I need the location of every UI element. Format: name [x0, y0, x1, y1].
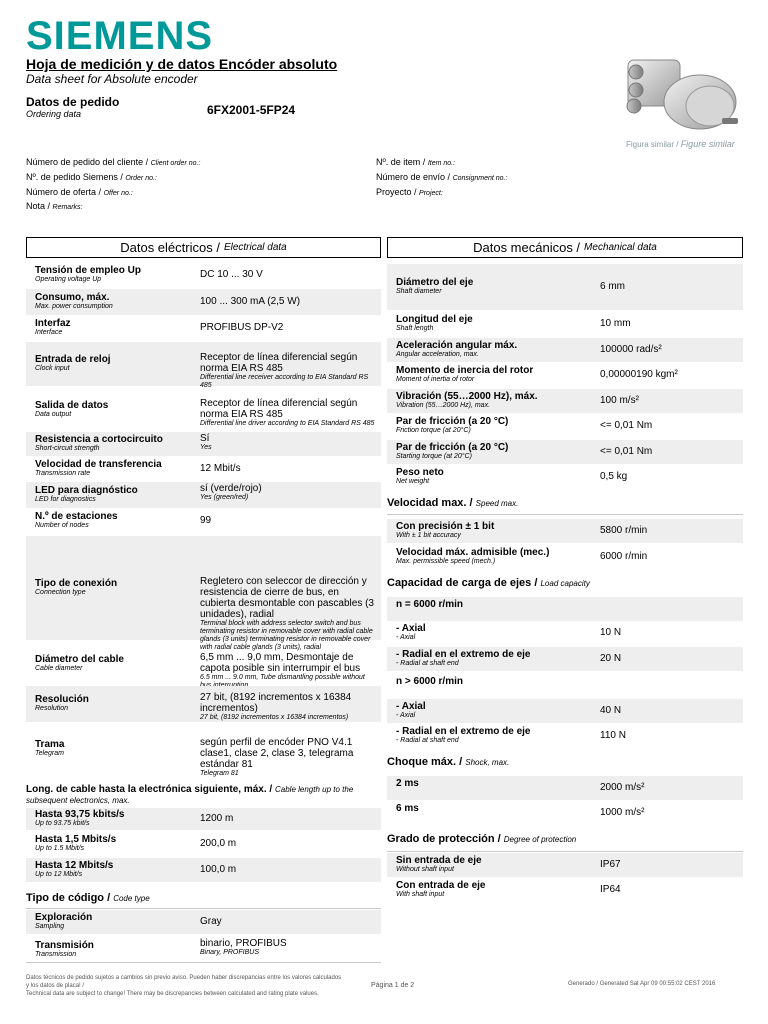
row-value — [600, 884, 739, 895]
mechanical-row — [387, 312, 743, 336]
row-value — [200, 515, 377, 526]
row-label-en: Cable diameter — [35, 665, 83, 672]
cable-length-heading — [26, 784, 381, 806]
row-label-en: Short-circuit strength — [35, 445, 100, 452]
row-value-es: 100 m/s² — [600, 395, 639, 406]
row-label — [396, 803, 419, 814]
row-label — [396, 547, 549, 565]
mechanical-row — [387, 362, 743, 388]
row-value — [600, 525, 739, 536]
row-value-es: Receptor de línea diferencial según norma EIA RS 485 — [200, 398, 358, 420]
row-label-en: Data output — [35, 411, 72, 418]
row-value — [600, 369, 739, 380]
row-label-es: Con entrada de eje — [396, 880, 486, 891]
row-label-es: 2 ms — [396, 778, 419, 789]
row-value — [600, 446, 739, 457]
row-value — [200, 813, 377, 824]
row-value-es: 100000 rad/s² — [600, 344, 662, 355]
footer-disclaimer: Datos técnicos de pedido sujetos a cambios sin previo aviso. Pueden haber discrepancias entre los valores calculados y los datos de placa! / Technical data are subject to change! There may be discrepancies between calculated and rating plate values. — [26, 975, 342, 997]
row-value-es: 100 ... 300 mA (2,5 W) — [200, 296, 301, 307]
mechanical-section-header: Datos mecánicos / Mechanical data — [387, 237, 743, 258]
page-number: Página 1 de 2 — [371, 982, 415, 989]
row-value — [200, 916, 377, 927]
row-label — [35, 292, 113, 310]
cable-row — [26, 858, 381, 882]
row-label-en: - Radial at shaft end — [396, 660, 459, 667]
ordering-label: Datos de pedido — [26, 95, 120, 109]
section-title-en: Degree of protection — [503, 835, 577, 844]
row-value-en: Telegram 81 — [200, 770, 239, 777]
row-value-es: 6 mm — [600, 281, 625, 292]
row-value-es: 5800 r/min — [600, 525, 648, 536]
row-label-en: - Axial — [396, 634, 416, 641]
row-value-es: 99 — [200, 515, 212, 526]
row-label-es: Par de fricción (a 20 °C) — [396, 442, 509, 453]
section-title: Velocidad max. / — [387, 497, 473, 509]
row-value-es: Receptor de línea diferencial según norma EIA RS 485 — [200, 352, 358, 374]
row-label — [35, 459, 162, 477]
row-value — [200, 398, 377, 428]
section-title: Long. de cable hasta la electrónica siguiente, máx. / — [26, 784, 273, 795]
row-label-es: Momento de inercia del rotor — [396, 365, 534, 376]
mechanical-row — [387, 414, 743, 438]
load-row — [387, 647, 743, 671]
row-label-en: Without shaft input — [396, 866, 454, 873]
row-label — [35, 511, 118, 529]
meta-item-number: Nº. de item / Item no.: — [376, 157, 456, 167]
row-label-es: Trama — [35, 739, 65, 750]
electrical-row — [26, 388, 381, 432]
row-label-es: N.º de estaciones — [35, 511, 118, 522]
row-label — [396, 340, 517, 358]
row-value-es: 6,5 mm ... 9,0 mm, Desmontaje de capota posible sin interrumpir el bus — [200, 652, 361, 674]
row-label-es: Hasta 93,75 kbits/s — [35, 809, 125, 820]
row-label-es: Exploración — [35, 912, 93, 923]
row-value — [600, 344, 739, 355]
row-value — [600, 782, 739, 793]
mechanical-row — [387, 338, 743, 362]
row-label-en: With ± 1 bit accuracy — [396, 532, 461, 539]
row-value-es: 110 N — [600, 730, 626, 741]
row-value-es: PROFIBUS DP-V2 — [200, 322, 284, 333]
row-label-en: Operating voltage Up — [35, 276, 102, 283]
section-title: Tipo de código / — [26, 892, 111, 904]
row-value — [600, 807, 739, 818]
row-label — [396, 391, 538, 409]
row-label-es: Salida de datos — [35, 400, 109, 411]
row-label-en: With shaft input — [396, 891, 445, 898]
row-label-es: Resistencia a cortocircuito — [35, 434, 163, 445]
row-label-es: Resolución — [35, 694, 89, 705]
electrical-row — [26, 316, 381, 340]
cable-row — [26, 832, 381, 856]
speed-row — [387, 519, 743, 543]
row-label-en: Resolution — [35, 705, 69, 712]
row-label — [396, 676, 463, 687]
meta-project: Proyecto / Project: — [376, 187, 443, 197]
row-value-en: Terminal block with address selector switch and bus terminating resistor in removable cover with radial cable glands (3 units) terminating resistor in removable cover with radial cable glands (3 units), radial — [200, 620, 373, 651]
row-value — [600, 551, 739, 562]
row-value — [200, 838, 377, 849]
row-label-en: Sampling — [35, 923, 65, 930]
row-value-en: Differential line receiver according to EIA Standard RS 485 — [200, 374, 369, 389]
row-label — [35, 739, 64, 757]
row-value — [200, 322, 377, 333]
row-value-es: Sí — [200, 433, 210, 444]
row-label-en: Telegram — [35, 750, 64, 757]
row-label — [35, 400, 108, 418]
row-value-en: Yes — [200, 444, 212, 451]
row-label — [396, 701, 426, 719]
row-value — [600, 395, 739, 406]
row-label-en: Clock input — [35, 365, 70, 372]
row-value-es: 200,0 m — [200, 838, 237, 849]
row-label-en: Vibration (55…2000 Hz), max. — [396, 402, 491, 409]
cable-row — [26, 808, 381, 830]
section-title-en: Cable length up to the subsequent electronics, max. — [26, 785, 354, 805]
row-value — [200, 576, 377, 652]
row-label — [396, 778, 419, 789]
electrical-row — [26, 508, 381, 534]
row-value-es: sí (verde/rojo) — [200, 483, 262, 494]
row-label-en: Up to 93.75 kbit/s — [35, 820, 90, 827]
row-label-en: - Axial — [396, 712, 416, 719]
load-row — [387, 621, 743, 645]
row-label-en: Max. permissible speed (mech.) — [396, 558, 496, 565]
row-value — [600, 420, 739, 431]
row-label — [35, 912, 92, 930]
row-label-es: Sin entrada de eje — [396, 855, 482, 866]
speed-row — [387, 545, 743, 569]
section-title-en: Load capacity — [540, 579, 590, 588]
protection-row — [387, 853, 743, 877]
row-value — [200, 463, 377, 474]
meta-offer-number: Número de oferta / Offer no.: — [26, 187, 133, 197]
electrical-section-header: Datos eléctricos / Electrical data — [26, 237, 381, 258]
row-label-en: - Radial at shaft end — [396, 737, 459, 744]
encoder-image — [612, 42, 742, 138]
row-label-es: Aceleración angular máx. — [396, 340, 518, 351]
row-value-es: según perfil de encóder PNO V4.1 clase1, clase 2, clase 3, telegrama estándar 81 — [200, 737, 354, 770]
row-label — [35, 834, 116, 852]
row-label-en: Transmission rate — [35, 470, 91, 477]
row-value-es: 12 Mbit/s — [200, 463, 241, 474]
row-label-en: Up to 12 Mbit/s — [35, 871, 83, 878]
page-title: Hoja de medición y de datos Encóder absoluto — [26, 56, 338, 72]
row-label-en: Starting torque (at 20°C) — [396, 453, 472, 460]
shock-heading — [387, 756, 747, 768]
meta-siemens-order: Nº. de pedido Siemens / Order no.: — [26, 172, 157, 182]
row-label-en: Transmission — [35, 951, 77, 958]
row-label — [396, 416, 508, 434]
section-title: Choque máx. / — [387, 756, 463, 768]
load-group-row — [387, 674, 743, 698]
page-subtitle: Data sheet for Absolute encoder — [26, 72, 198, 86]
row-value-es: binario, PROFIBUS — [200, 938, 287, 949]
section-title: Capacidad de carga de ejes / — [387, 577, 538, 589]
row-value — [600, 627, 739, 638]
row-label-es: Par de fricción (a 20 °C) — [396, 416, 509, 427]
row-label-es: Hasta 1,5 Mbits/s — [35, 834, 117, 845]
row-label — [35, 654, 124, 672]
protection-row — [387, 878, 743, 902]
row-value-es: 10 N — [600, 627, 622, 638]
row-label — [396, 649, 531, 667]
row-label-es: Hasta 12 Mbits/s — [35, 860, 114, 871]
row-value-es: 1000 m/s² — [600, 807, 645, 818]
section-title-en: Shock, max. — [465, 758, 510, 767]
row-value — [600, 281, 739, 292]
row-label-es: - Radial en el extremo de eje — [396, 726, 531, 737]
row-label-en: Interface — [35, 329, 63, 336]
row-value-en: 6.5 mm ... 9.0 mm, Tube dismantling possible without — [200, 674, 365, 681]
row-label-es: Longitud del eje — [396, 314, 473, 325]
row-label-es: Velocidad de transferencia — [35, 459, 162, 470]
row-value — [200, 938, 377, 957]
electrical-row — [26, 432, 381, 456]
row-label — [396, 277, 473, 295]
divider — [387, 851, 743, 852]
row-label-es: - Axial — [396, 701, 426, 712]
row-label-en: LED for diagnostics — [35, 496, 96, 503]
row-value — [200, 483, 377, 502]
row-label-es: Diámetro del cable — [35, 654, 124, 665]
row-value-es: Regletero con seleccor de dirección y resistencia de cierre de bus, en cubierta desmontable con pascables (3 unidades), radial — [200, 576, 374, 620]
row-label — [396, 365, 533, 383]
row-value-es: 0,5 kg — [600, 471, 628, 482]
code-row — [26, 936, 381, 964]
electrical-row — [26, 342, 381, 389]
row-label — [35, 434, 163, 452]
row-value — [200, 433, 377, 452]
row-label — [35, 940, 94, 958]
divider — [387, 514, 743, 515]
code-type-heading — [26, 892, 386, 904]
divider — [26, 962, 381, 963]
row-label — [396, 599, 463, 610]
row-label-es: Tensión de empleo Up — [35, 265, 141, 276]
mechanical-row — [387, 440, 743, 464]
row-value — [200, 692, 377, 722]
row-value — [200, 296, 377, 307]
row-label-es: Transmisión — [35, 940, 94, 951]
row-value-en: Yes (green/red) — [200, 494, 249, 501]
row-value — [200, 737, 377, 778]
row-value — [600, 471, 739, 482]
image-caption: Figura similar / Figure similar — [626, 139, 735, 149]
row-label — [396, 880, 485, 898]
row-label-es: LED para diagnóstico — [35, 485, 138, 496]
mechanical-row — [387, 264, 743, 310]
row-label-es: - Radial en el extremo de eje — [396, 649, 531, 660]
meta-consignment: Número de envío / Consignment no.: — [376, 172, 508, 182]
load-row — [387, 724, 743, 748]
row-label-es: 6 ms — [396, 803, 419, 814]
row-label-es: Entrada de reloj — [35, 354, 111, 365]
row-value-es: 0,00000190 kgm² — [600, 369, 678, 380]
section-title-en: Code type — [113, 894, 150, 903]
row-value — [600, 705, 739, 716]
row-label-es: n > 6000 r/min — [396, 676, 463, 687]
row-label — [35, 860, 113, 878]
row-label-es: Con precisión ± 1 bit — [396, 521, 495, 532]
row-label — [35, 809, 125, 827]
row-value — [600, 730, 739, 741]
row-label-en: Connection type — [35, 589, 86, 596]
electrical-row — [26, 722, 381, 776]
electrical-row — [26, 536, 381, 651]
section-title-en: Speed max. — [475, 499, 519, 508]
row-value — [600, 318, 739, 329]
row-value — [200, 864, 377, 875]
electrical-row — [26, 264, 381, 286]
electrical-row — [26, 686, 381, 722]
row-label-es: Diámetro del eje — [396, 277, 474, 288]
row-label-en: Angular acceleration, max. — [396, 351, 479, 358]
row-label-en: Moment of inertia of rotor — [396, 376, 475, 383]
row-label-es: Tipo de conexión — [35, 578, 118, 589]
generated-timestamp: Generado / Generated Sat Apr 09 00:55:02 CEST 2016 — [568, 981, 716, 987]
row-label-en: Friction torque (at 20°C) — [396, 427, 471, 434]
row-label — [396, 623, 426, 641]
row-value-es: 40 N — [600, 705, 622, 716]
row-value — [200, 352, 377, 390]
row-value-es: 100,0 m — [200, 864, 237, 875]
meta-client-order: Número de pedido del cliente / Client order no.: — [26, 157, 201, 167]
row-value-es: IP67 — [600, 859, 621, 870]
row-value-en: Binary, PROFIBUS — [200, 949, 259, 956]
row-value-es: DC 10 ... 30 V — [200, 269, 263, 280]
row-value — [200, 269, 377, 280]
order-number: 6FX2001-5FP24 — [207, 103, 296, 117]
electrical-row — [26, 642, 381, 686]
row-label — [35, 265, 141, 283]
row-label — [35, 485, 138, 503]
row-value-es: <= 0,01 Nm — [600, 420, 653, 431]
shock-row — [387, 776, 743, 800]
row-label-es: n = 6000 r/min — [396, 599, 463, 610]
row-value-es: IP64 — [600, 884, 621, 895]
row-label-es: Interfaz — [35, 318, 71, 329]
row-value-es: 6000 r/min — [600, 551, 648, 562]
row-value — [200, 652, 377, 690]
siemens-logo: SIEMENS — [26, 14, 214, 58]
row-label — [35, 318, 71, 336]
mechanical-row — [387, 389, 743, 413]
row-label — [35, 578, 117, 596]
row-label-en: Max. power consumption — [35, 303, 113, 310]
protection-heading — [387, 833, 747, 845]
row-value-es: 27 bit, (8192 incrementos x 16384 incrementos) — [200, 692, 352, 714]
load-group-row — [387, 597, 743, 621]
shock-row — [387, 801, 743, 825]
row-value-en: 27 bit, (8192 incrementos x 16384 incrementos) — [200, 714, 349, 721]
row-label-en: Up to 1.5 Mbit/s — [35, 845, 85, 852]
code-row — [26, 910, 381, 934]
row-label-es: Consumo, máx. — [35, 292, 110, 303]
row-value — [600, 859, 739, 870]
row-label-en: Shaft length — [396, 325, 434, 332]
row-value-es: 10 mm — [600, 318, 631, 329]
load-capacity-heading — [387, 577, 747, 589]
row-label — [396, 521, 494, 539]
row-label — [35, 694, 89, 712]
row-value — [600, 653, 739, 664]
row-label — [396, 314, 473, 332]
row-label-es: - Axial — [396, 623, 426, 634]
meta-remarks: Nota / Remarks: — [26, 201, 83, 211]
row-value-es: Gray — [200, 916, 222, 927]
row-value-es: 2000 m/s² — [600, 782, 645, 793]
row-label — [396, 442, 508, 460]
mechanical-row — [387, 464, 743, 490]
row-label — [396, 855, 482, 873]
load-row — [387, 699, 743, 723]
row-label-en: Shaft diameter — [396, 288, 442, 295]
row-label-es: Vibración (55…2000 Hz), máx. — [396, 391, 538, 402]
speed-heading — [387, 497, 747, 509]
row-value-en: Differential line driver according to EIA Standard RS 485 — [200, 420, 375, 427]
divider — [26, 908, 381, 909]
electrical-row — [26, 482, 381, 508]
row-label-es: Velocidad máx. admisible (mec.) — [396, 547, 550, 558]
row-label-es: Peso neto — [396, 467, 444, 478]
ordering-label-en: Ordering data — [26, 109, 82, 119]
row-label — [35, 354, 111, 372]
row-label — [396, 726, 531, 744]
electrical-row — [26, 289, 381, 315]
row-value-es: <= 0,01 Nm — [600, 446, 653, 457]
row-label-en: Net weight — [396, 478, 430, 485]
electrical-row — [26, 456, 381, 482]
section-title: Grado de protección / — [387, 833, 501, 845]
row-label — [396, 467, 444, 485]
row-value-es: 20 N — [600, 653, 622, 664]
row-label-en: Number of nodes — [35, 522, 89, 529]
row-value-es: 1200 m — [200, 813, 234, 824]
